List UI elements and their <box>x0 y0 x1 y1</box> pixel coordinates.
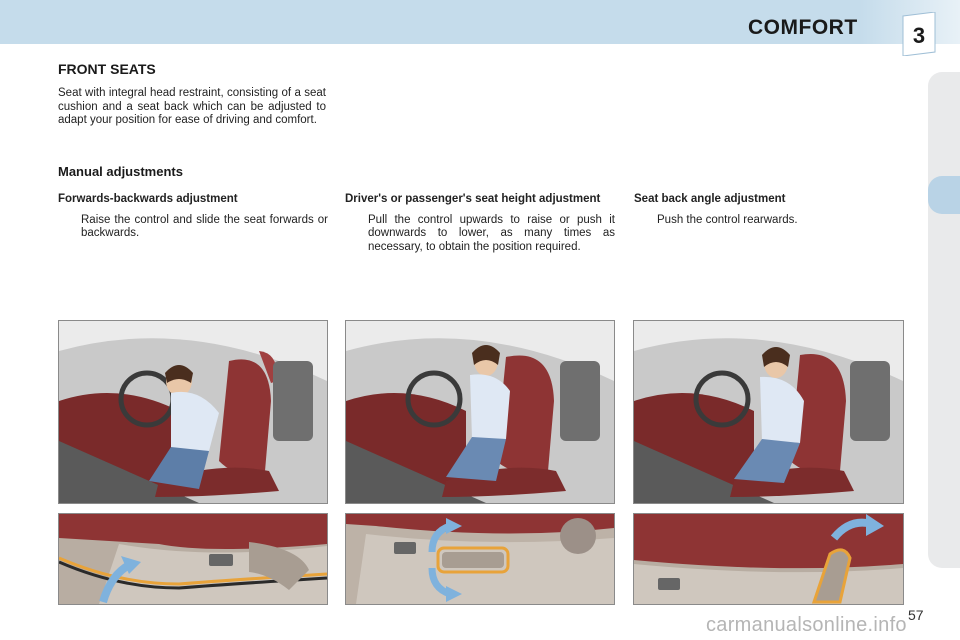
chapter-title: COMFORT <box>748 16 858 39</box>
detail-seat-height-control <box>345 513 615 605</box>
instruction-bullet <box>345 214 615 255</box>
chapter-number: 3 <box>912 23 926 48</box>
detail-seat-back-angle-control <box>633 513 904 605</box>
section-subtitle: Manual adjustments <box>58 164 183 179</box>
section-intro: Seat with integral head restraint, consisting of a seat cushion and a seat back which can be adjusted to adapt your position for ease of driving and comfort. <box>58 87 326 126</box>
column-title: Driver's or passenger's seat height adjustment <box>345 193 601 205</box>
illustration-seat-height <box>345 320 615 504</box>
column-title: Seat back angle adjustment <box>634 193 786 205</box>
illustration-forwards-backwards <box>58 320 328 504</box>
column-forwards-backwards <box>58 193 328 241</box>
section-title: FRONT SEATS <box>58 61 156 77</box>
instruction-text: Raise the control and slide the seat forwards or backwards. <box>81 213 328 239</box>
illustration-seat-back-angle <box>633 320 904 504</box>
chapter-number-tab <box>900 12 938 56</box>
column-seat-height <box>345 193 615 254</box>
instruction-text: Push the control rearwards. <box>657 213 798 226</box>
detail-forwards-backwards-control <box>58 513 328 605</box>
chapter-sidebar-active-tab[interactable] <box>928 176 960 214</box>
watermark-text: carmanualsonline.info <box>706 614 907 636</box>
instruction-bullet <box>58 214 328 241</box>
chapter-sidebar <box>928 72 960 568</box>
page-number: 57 <box>908 607 924 623</box>
column-title: Forwards-backwards adjustment <box>58 193 238 205</box>
instruction-bullet <box>634 214 904 228</box>
instruction-text: Pull the control upwards to raise or push it downwards to lower, as many times as necessary, to obtain the position required. <box>368 213 615 253</box>
column-seat-back-angle <box>634 193 904 227</box>
